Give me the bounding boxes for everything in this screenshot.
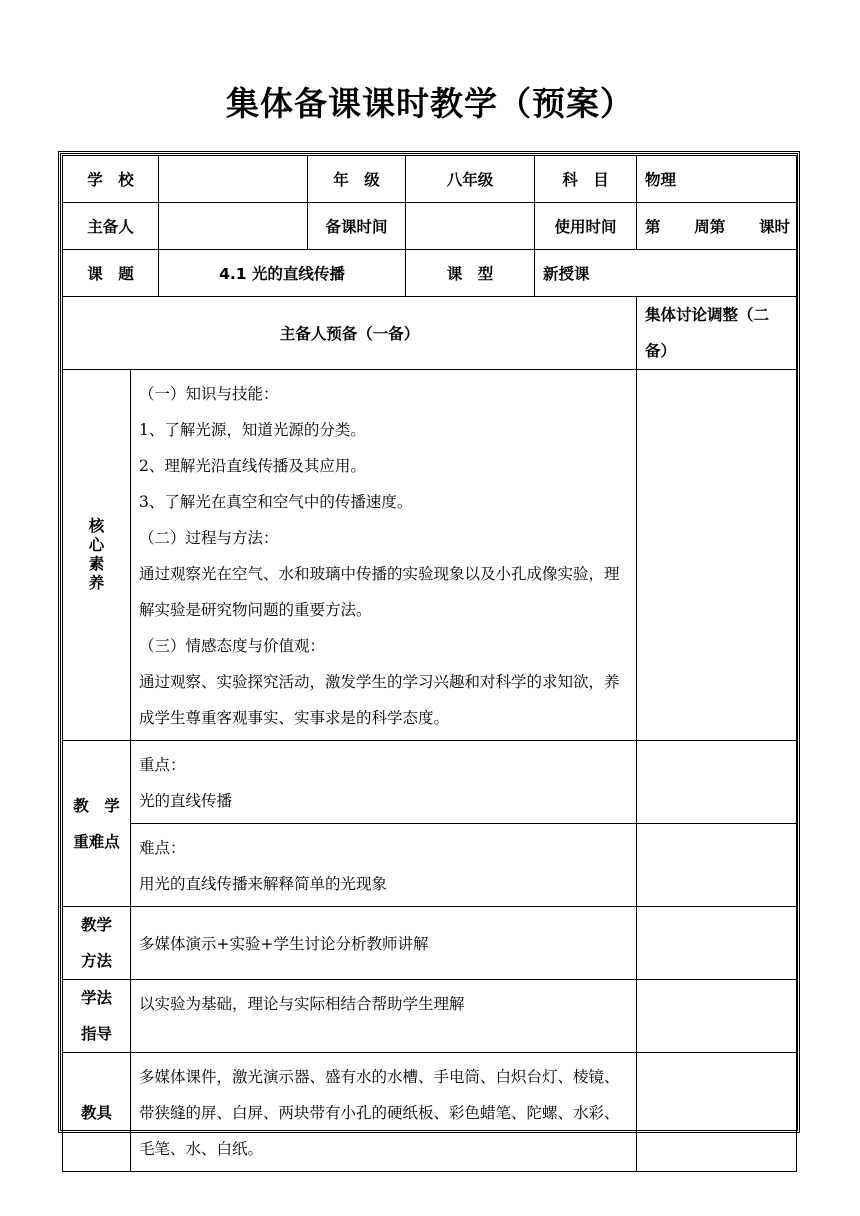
method-adjust [637, 907, 797, 980]
key-point-text: 光的直线传播 [139, 792, 233, 810]
keypoints-label-line2: 重难点 [73, 832, 120, 851]
grade-label: 年 级 [308, 156, 406, 203]
key-point-title: 重点： [139, 756, 186, 774]
use-time-week-suffix: 周第 [694, 218, 726, 236]
core-adjust [637, 370, 797, 741]
row-key-point [63, 741, 797, 824]
method-label-line2: 方法 [80, 952, 112, 970]
row-preparer [63, 203, 797, 250]
tools-label: 教具 [63, 1053, 131, 1172]
preparer-value [159, 203, 308, 250]
type-label: 课 型 [406, 250, 535, 297]
method-content: 多媒体演示+实验+学生讨论分析教师讲解 [131, 907, 637, 980]
row-core [63, 370, 797, 741]
school-value [159, 156, 308, 203]
key-point-content [131, 741, 637, 824]
topic-value: 4.1 光的直线传播 [159, 250, 406, 297]
keypoints-label-line1: 教 学 [73, 796, 120, 815]
use-time-label: 使用时间 [535, 203, 637, 250]
grade-value: 八年级 [406, 156, 535, 203]
core-line: （一）知识与技能： [139, 385, 279, 403]
core-line: 2、理解光沿直线传播及其应用。 [139, 457, 366, 475]
row-section-header [63, 297, 797, 370]
guide-label-line1: 学法 [80, 989, 112, 1007]
type-value: 新授课 [535, 250, 797, 297]
tools-content: 多媒体课件，激光演示器、盛有水的水槽、手电筒、白炽台灯、棱镜、带狭缝的屏、白屏、两块带有小孔的硬纸板、彩色蜡笔、陀螺、水彩、毛笔、水、白纸。 [131, 1053, 637, 1172]
core-line: （二）过程与方法： [139, 529, 279, 547]
core-line: 1、了解光源，知道光源的分类。 [139, 421, 366, 439]
use-time-value [637, 203, 797, 250]
row-difficulty [63, 824, 797, 907]
guide-label-line2: 指导 [80, 1025, 112, 1043]
row-topic [63, 250, 797, 297]
core-line: （三）情感态度与价值观： [139, 637, 326, 655]
prep-time-value [406, 203, 535, 250]
page-title: 集体备课课时教学（预案） [226, 84, 634, 123]
method-label-line1: 教学 [80, 916, 112, 934]
subject-value: 物理 [637, 156, 797, 203]
use-time-week-prefix: 第 [645, 218, 661, 236]
difficulty-text: 用光的直线传播来解释简单的光现象 [139, 875, 388, 893]
core-content [131, 370, 637, 741]
guide-adjust [637, 980, 797, 1053]
use-time-period: 课时 [758, 218, 790, 236]
row-guide [63, 980, 797, 1053]
adjust-header: 集体讨论调整（二备） [637, 297, 797, 370]
topic-label: 课 题 [63, 250, 159, 297]
difficulty-content [131, 824, 637, 907]
lesson-plan-table [62, 155, 797, 1172]
core-line: 通过观察、实验探究活动，激发学生的学习兴趣和对科学的求知欲，养成学生尊重客观事实、实事求是的科学态度。 [139, 673, 620, 727]
school-label: 学 校 [63, 156, 159, 203]
row-tools [63, 1053, 797, 1172]
core-label: 核心素养 [63, 370, 131, 741]
guide-label [63, 980, 131, 1053]
core-line: 通过观察光在空气、水和玻璃中传播的实验现象以及小孔成像实验，理解实验是研究物问题的重要方法。 [139, 565, 620, 619]
prep-time-label: 备课时间 [308, 203, 406, 250]
guide-content: 以实验为基础，理论与实际相结合帮助学生理解 [131, 980, 637, 1053]
main-prep-header: 主备人预备（一备） [63, 297, 637, 370]
difficulty-title: 难点： [139, 839, 186, 857]
row-school [63, 156, 797, 203]
tools-adjust [637, 1053, 797, 1172]
key-point-adjust [637, 741, 797, 824]
row-method [63, 907, 797, 980]
preparer-label: 主备人 [63, 203, 159, 250]
difficulty-adjust [637, 824, 797, 907]
method-label [63, 907, 131, 980]
keypoints-label [63, 741, 131, 907]
subject-label: 科 目 [535, 156, 637, 203]
core-line: 3、了解光在真空和空气中的传播速度。 [139, 493, 413, 511]
